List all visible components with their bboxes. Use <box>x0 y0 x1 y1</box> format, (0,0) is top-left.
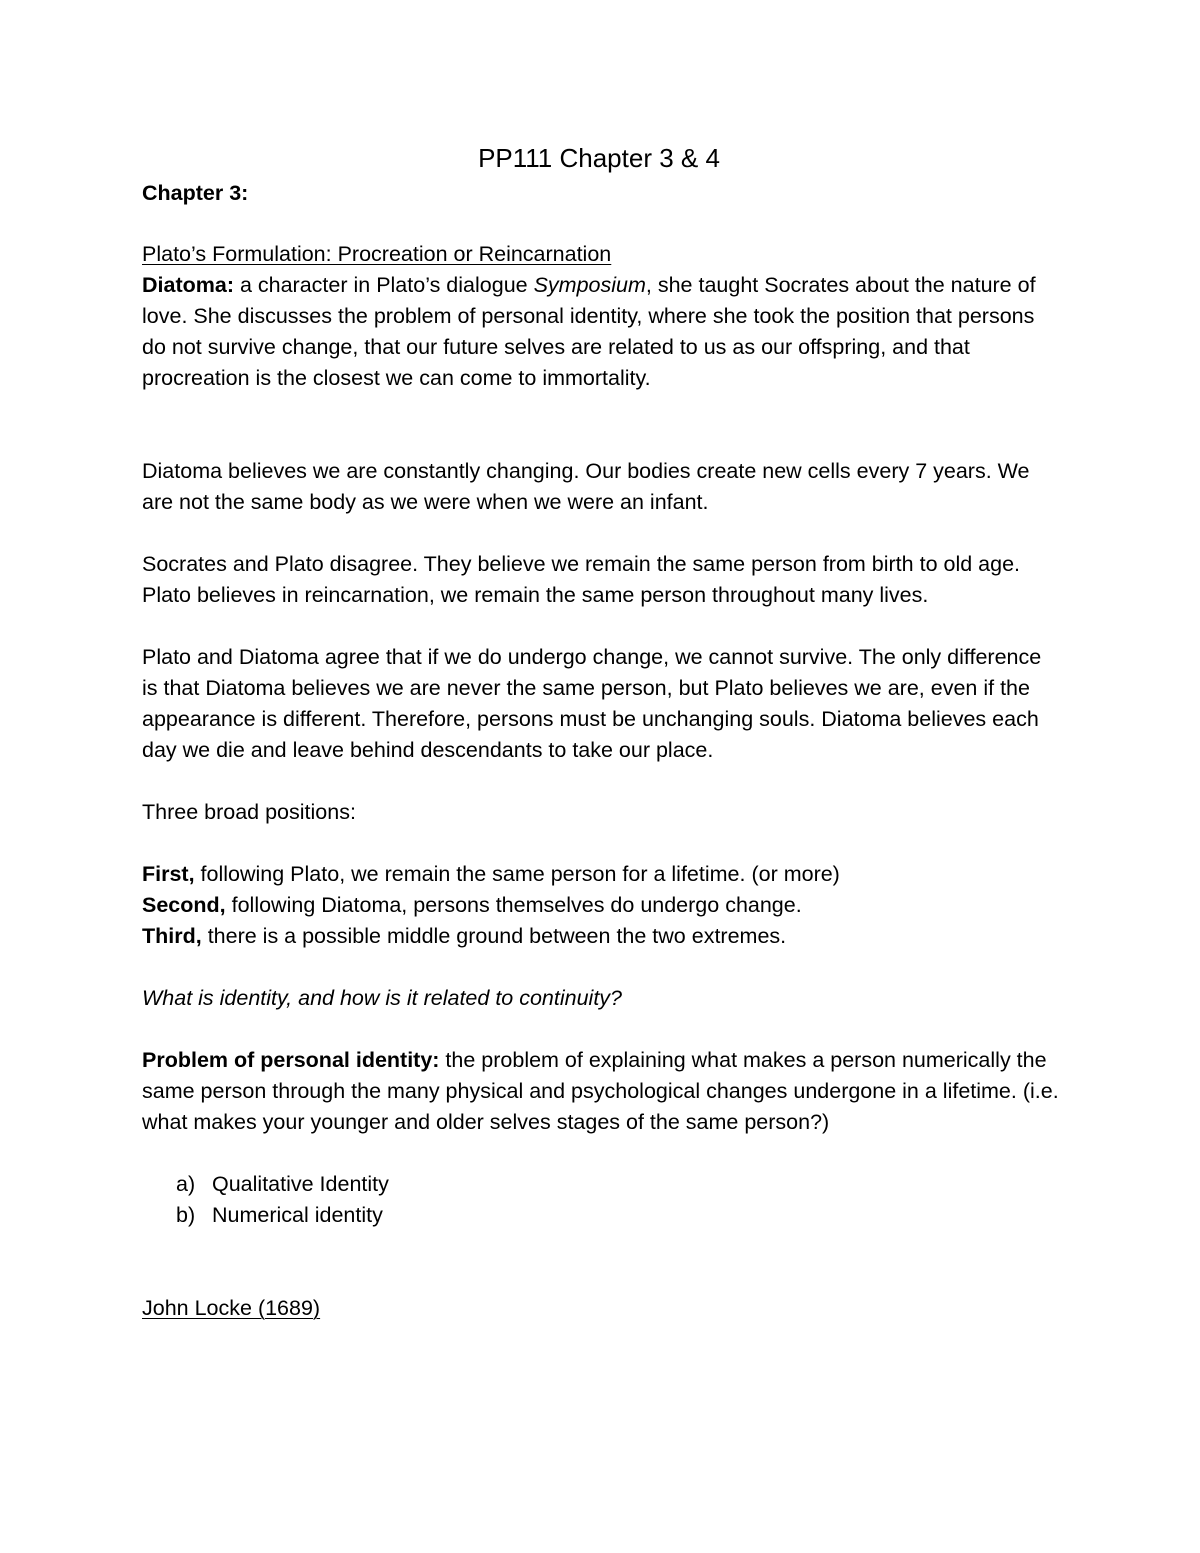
position-text: following Diatoma, persons themselves do undergo change. <box>225 893 802 917</box>
list-item <box>142 1200 1062 1231</box>
identity-types-list <box>142 1169 1062 1231</box>
spacer <box>142 518 1062 549</box>
personal-identity-term: Problem of personal identity: <box>142 1048 440 1072</box>
personal-identity-definition <box>142 1045 1062 1138</box>
chapter-heading: Chapter 3: <box>142 181 249 205</box>
list-item-label: Numerical identity <box>212 1203 383 1227</box>
position-label: Third, <box>142 924 202 948</box>
paragraph-disagree: Socrates and Plato disagree. They believe we remain the same person from birth to old age. Plato believes in reincarnation, we remain the same person throughout many lives. <box>142 552 1021 607</box>
position-label: First, <box>142 862 195 886</box>
spacer <box>142 828 1062 859</box>
position-third <box>142 921 1062 952</box>
diatoma-text-after: , she taught Socrates about the nature of love. She discusses the problem of personal identity, where she took the position that persons do not survive change, that our future selves are related to us as our offspring, and that procreation is the closest we can come to immortality. <box>142 273 1036 390</box>
spacer <box>142 1231 1062 1293</box>
position-text: following Plato, we remain the same person for a lifetime. (or more) <box>194 862 840 886</box>
diatoma-text-before: a character in Plato’s dialogue <box>233 273 534 297</box>
diatoma-definition <box>142 270 1062 394</box>
position-label: Second, <box>142 893 226 917</box>
position-text: there is a possible middle ground between the two extremes. <box>201 924 787 948</box>
section-heading-text: Plato’s Formulation: Procreation or Reincarnation <box>142 242 612 266</box>
spacer <box>142 1014 1062 1045</box>
section-heading-text: John Locke (1689) <box>142 1296 321 1320</box>
spacer <box>142 952 1062 983</box>
list-marker: b) <box>176 1203 196 1227</box>
personal-identity-text: the problem of explaining what makes a person numerically the same person through the many physical and psychological changes undergone in a lifetime. (i.e. what makes your younger and older selves stages of the same person?) <box>142 1048 1059 1134</box>
positions-intro: Three broad positions: <box>142 800 356 824</box>
spacer <box>142 766 1062 797</box>
section-heading-locke <box>142 1293 1062 1324</box>
position-second <box>142 890 1062 921</box>
spacer <box>142 394 1062 456</box>
list-item-label: Qualitative Identity <box>212 1172 389 1196</box>
identity-question: What is identity, and how is it related to continuity? <box>142 986 623 1010</box>
section-heading-plato <box>142 239 1062 270</box>
document-body <box>142 138 1062 1324</box>
paragraph-agree: Plato and Diatoma agree that if we do undergo change, we cannot survive. The only difference is that Diatoma believes we are never the same person, but Plato believes we are, even if the appearance is different. Therefore, persons must be unchanging souls. Diatoma believes each day we die and leave behind descendants to take our place. <box>142 645 1042 762</box>
symposium-title: Symposium <box>533 273 646 297</box>
list-marker: a) <box>176 1172 196 1196</box>
paragraph-changing: Diatoma believes we are constantly changing. Our bodies create new cells every 7 years. We are not the same body as we were when we were an infant. <box>142 459 1030 514</box>
spacer <box>142 611 1062 642</box>
document-title: PP111 Chapter 3 & 4 <box>478 143 720 173</box>
list-item <box>142 1169 1062 1200</box>
position-first <box>142 859 1062 890</box>
spacer <box>142 1138 1062 1169</box>
diatoma-term: Diatoma: <box>142 273 234 297</box>
